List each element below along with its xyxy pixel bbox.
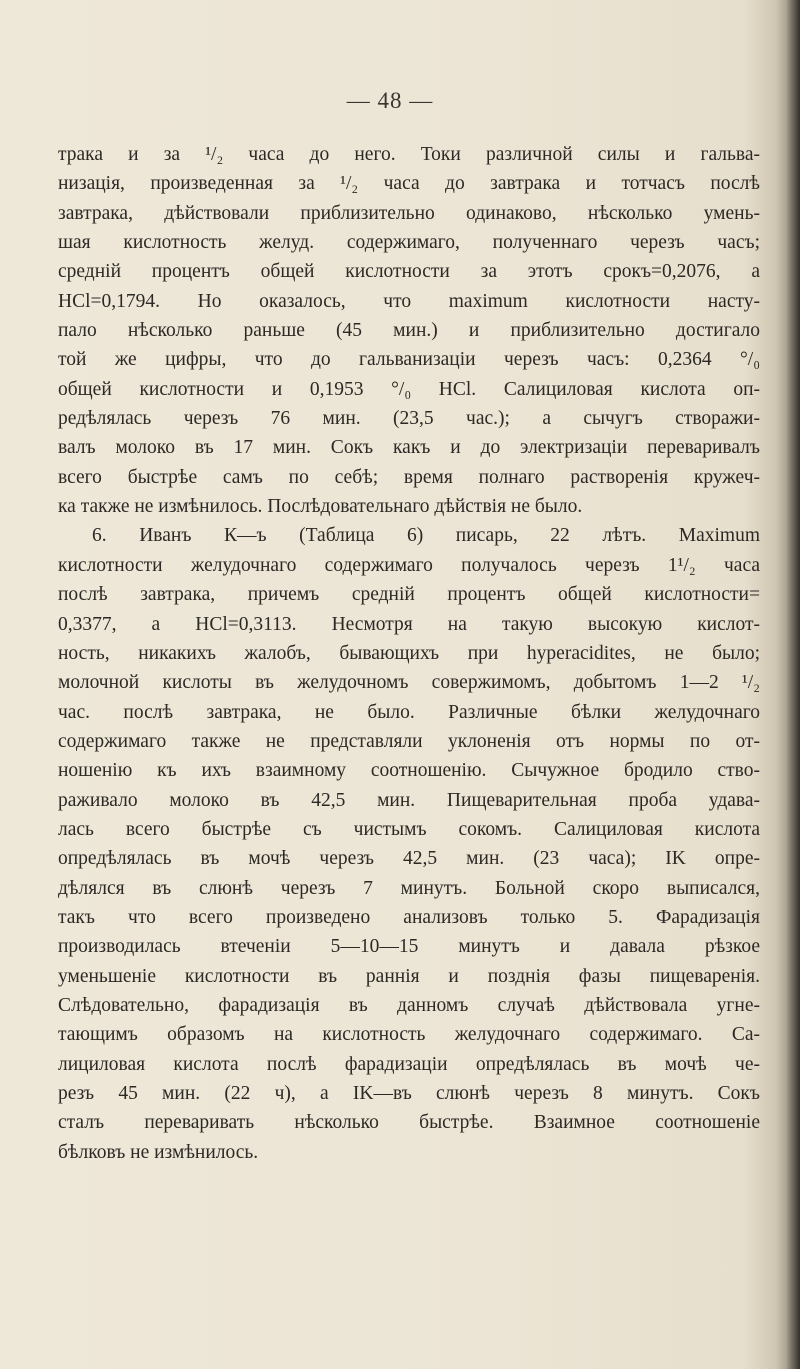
text-line: уменьшеніе кислотности въ раннія и позднія фазы пищеваренія. [58,965,760,987]
page-number: — 48 — [346,88,434,113]
text-line: дѣлялся въ слюнѣ черезъ 7 минутъ. Больной скоро выписался, [58,877,760,899]
body-text [58,140,760,1167]
text-line: средній процентъ общей кислотности за этотъ срокъ=0,2076, а [58,261,760,283]
text-line: час. послѣ завтрака, не было. Различные бѣлки желудочнаго [58,701,760,723]
text-line: бѣлковъ не измѣнилось. [58,1141,259,1163]
text-line: такъ что всего произведено анализовъ только 5. Фарадизація [58,906,760,928]
text-line: раживало молоко въ 42,5 мин. Пищеварительная проба удава- [58,789,760,811]
text-line: опредѣлялась въ мочѣ черезъ 42,5 мин. (23 часа); IK опре- [58,848,760,870]
text-line: молочной кислоты въ желудочномъ совержимомъ, добытомъ 1—2 ¹/₂ [58,672,760,694]
text-line: лициловая кислота послѣ фарадизаціи опредѣлялась въ мочѣ че- [58,1053,760,1075]
text-line: содержимаго также не представляли уклоненія отъ нормы по от- [58,730,760,752]
text-line: 0,3377, а HCl=0,3113. Несмотря на такую высокую кислот- [58,613,760,635]
text-line: тающимъ образомъ на кислотность желудочнаго содержимаго. Са- [58,1024,760,1046]
text-line: Слѣдовательно, фарадизація въ данномъ случаѣ дѣйствовала угне- [58,994,760,1016]
text-line: ка также не измѣнилось. Послѣдовательнаго дѣйствія не было. [58,496,583,518]
text-line: низація, произведенная за ¹/₂ часа до завтрака и тотчасъ послѣ [58,173,760,195]
text-line: пало нѣсколько раньше (45 мин.) и приблизительно достигало [58,320,760,342]
text-line: производилась втеченіи 5—10—15 минутъ и давала рѣзкое [58,936,760,958]
text-line: шая кислотность желуд. содержимаго, полученнаго черезъ часъ; [58,232,760,254]
text-line: кислотности желудочнаго содержимаго получалось черезъ 1¹/₂ часа [58,554,760,576]
text-line: ность, никакихъ жалобъ, бывающихъ при hyperacidites, не было; [58,642,760,664]
paragraph-start-line: 6. Иванъ К—ъ (Таблица 6) писарь, 22 лѣтъ. Maximum [92,525,760,547]
text-line: трака и за ¹/₂ часа до него. Токи различной силы и гальва- [58,144,760,165]
text-line: редѣлялась черезъ 76 мин. (23,5 час.); а сычугъ створажи- [58,408,760,430]
text-line: лась всего быстрѣе съ чистымъ сокомъ. Салициловая кислота [58,818,760,840]
text-line: сталъ переваривать нѣсколько быстрѣе. Взаимное соотношеніе [58,1112,760,1134]
text-line: послѣ завтрака, причемъ средній процентъ общей кислотности= [58,584,760,606]
text-line: общей кислотности и 0,1953 °/₀ HCl. Салициловая кислота оп- [58,378,760,400]
text-line: валъ молоко въ 17 мин. Сокъ какъ и до электризаціи переваривалъ [58,437,760,459]
text-line: завтрака, дѣйствовали приблизительно одинаково, нѣсколько умень- [58,202,760,224]
text-line: всего быстрѣе самъ по себѣ; время полнаго растворенія кружеч- [58,466,760,488]
text-line: ношенію къ ихъ взаимному соотношенію. Сычужное бродило ство- [58,760,760,782]
text-line: HCl=0,1794. Но оказалось, что maximum кислотности насту- [58,290,760,312]
text-line: той же цифры, что до гальванизаціи черезъ часъ: 0,2364 °/₀ [58,349,760,371]
text-line: резъ 45 мин. (22 ч), а IK—въ слюнѣ черезъ 8 минутъ. Сокъ [58,1083,760,1104]
page-edge-shadow [786,0,800,1369]
